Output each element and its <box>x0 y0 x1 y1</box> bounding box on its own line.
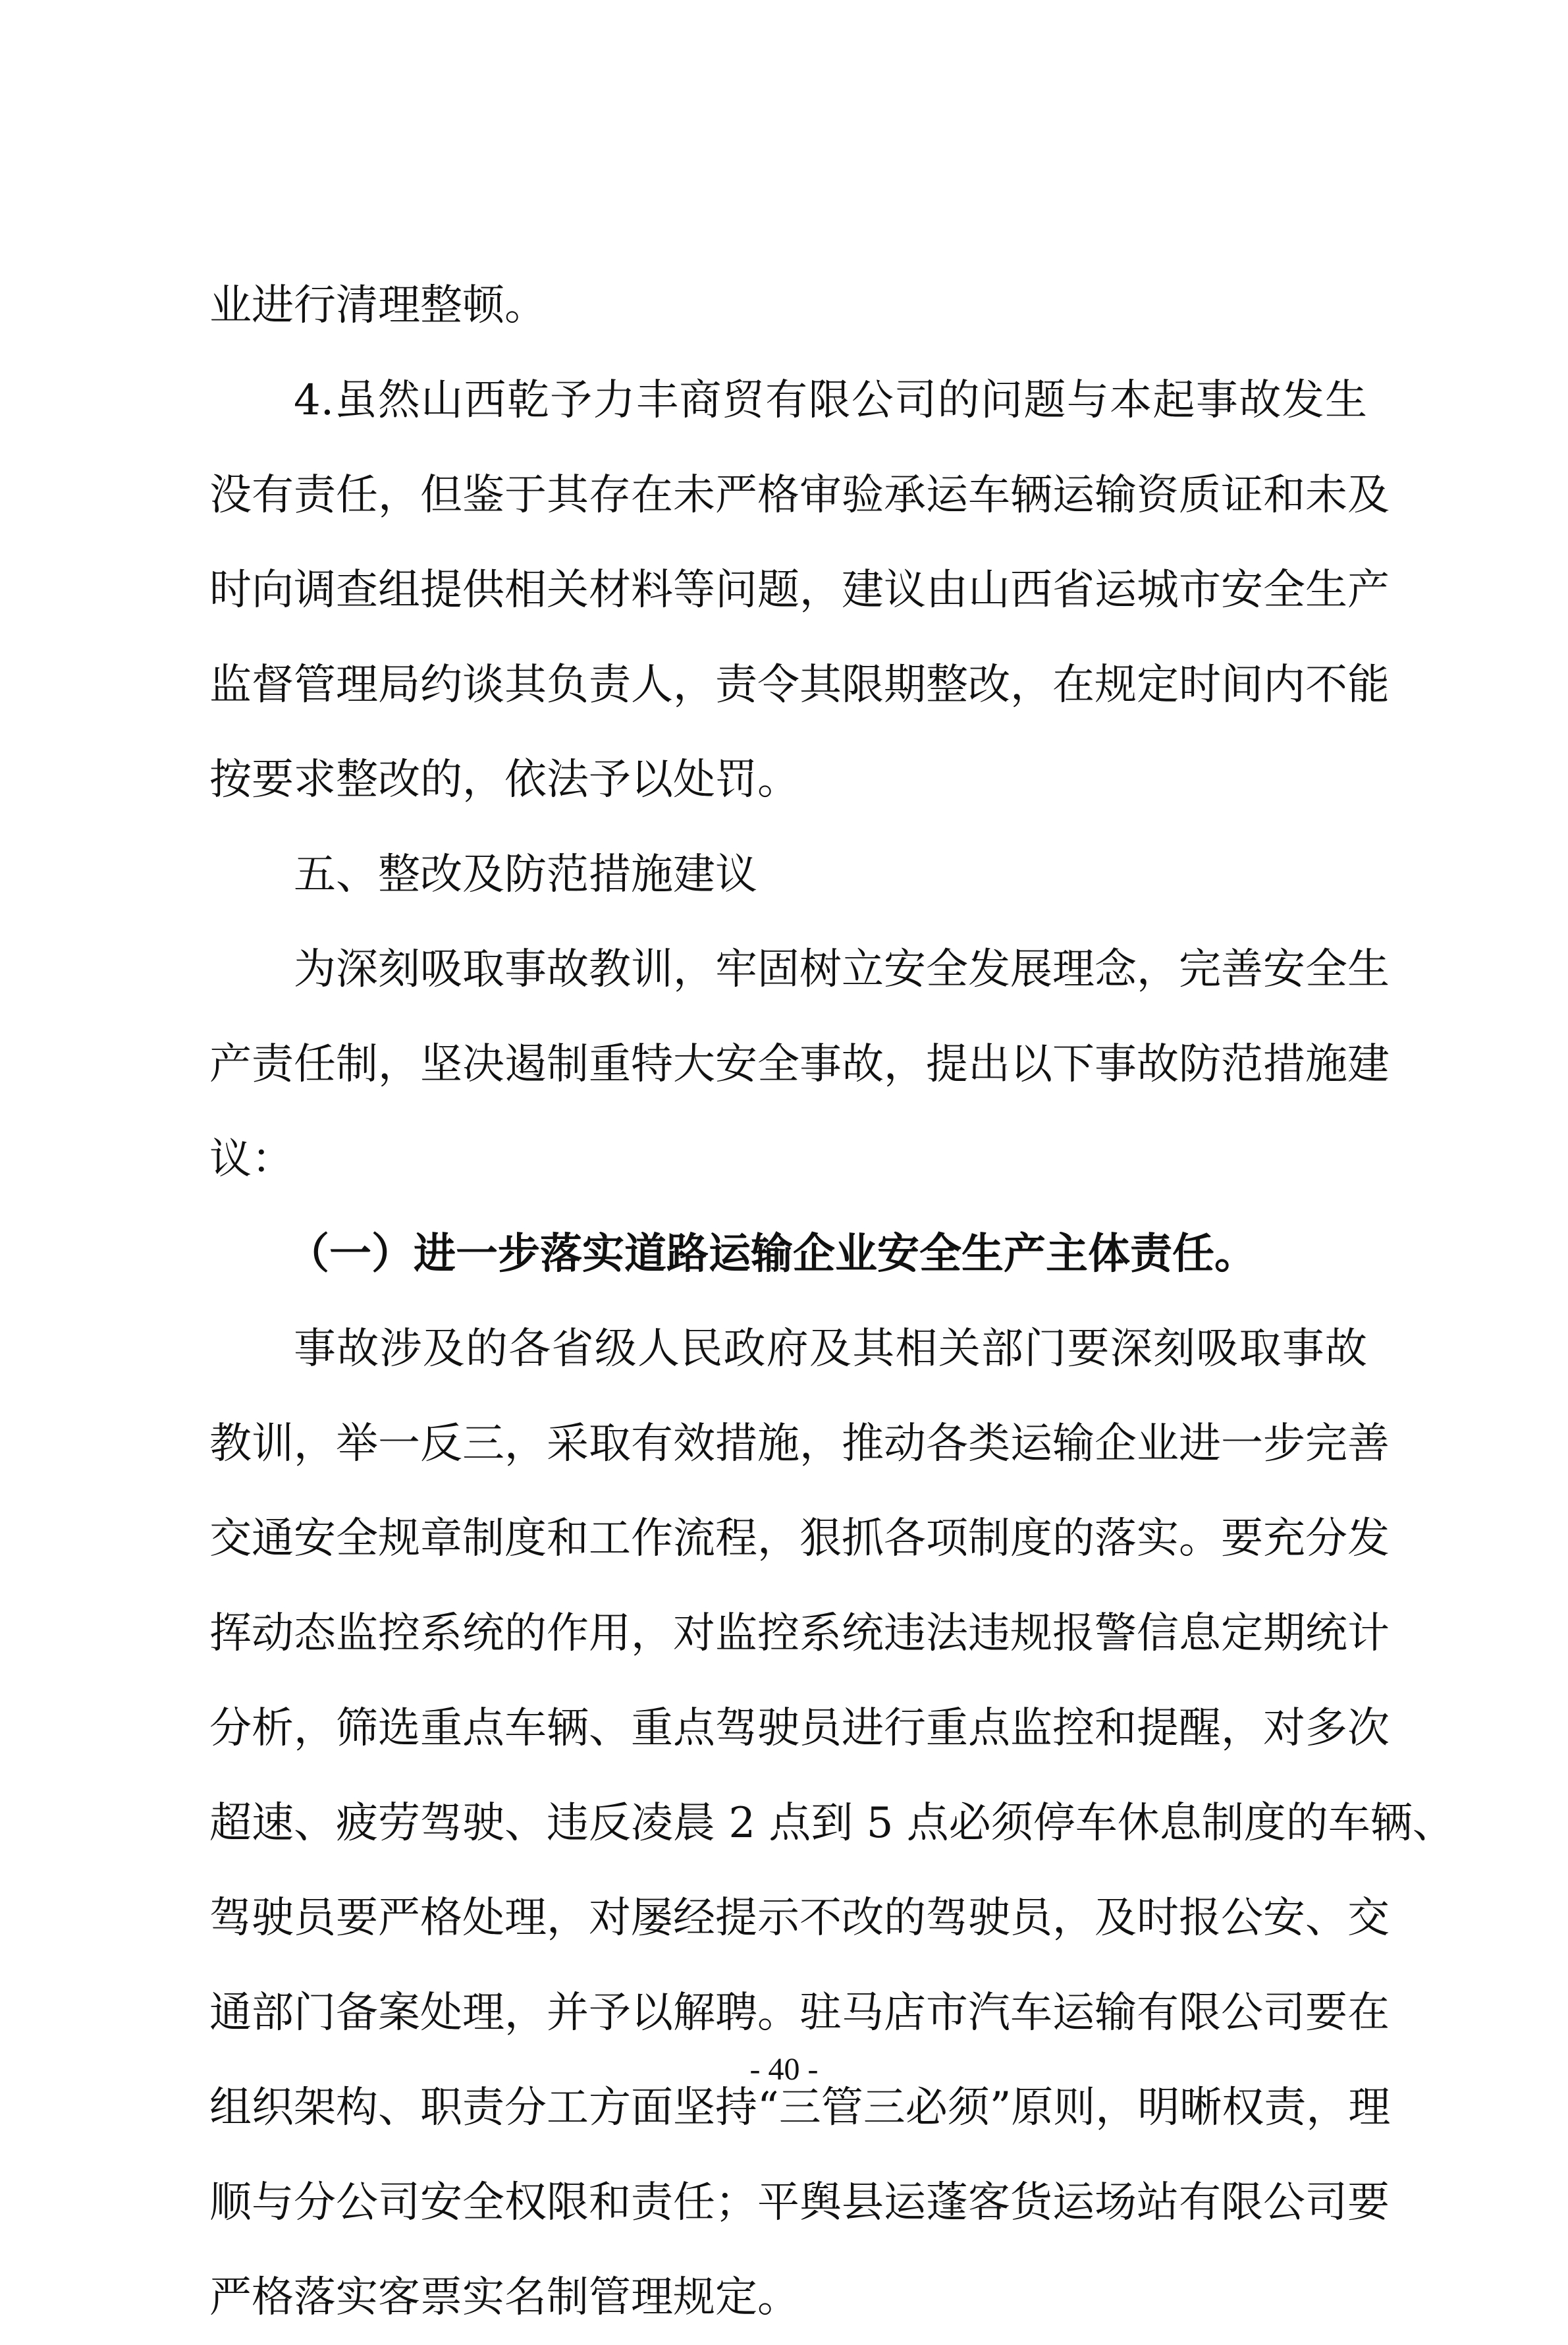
section-heading: 五、整改及防范措施建议 <box>294 850 757 899</box>
subsection-heading: （一）进一步落实道路运输企业安全生产主体责任。 <box>287 1229 1257 1279</box>
paragraph-line: 时向调查组提供相关材料等问题，建议由山西省运城市安全生产 <box>209 566 1390 615</box>
page-number: - 40 - <box>749 2052 819 2087</box>
paragraph-line: 监督管理局约谈其负责人，责令其限期整改，在规定时间内不能 <box>209 661 1390 709</box>
paragraph-line: 严格落实客票实名制管理规定。 <box>209 2273 799 2322</box>
paragraph-line: 事故涉及的各省级人民政府及其相关部门要深刻吸取事故 <box>294 1325 1367 1373</box>
paragraph-line: 分析，筛选重点车辆、重点驾驶员进行重点监控和提醒，对多次 <box>209 1704 1390 1753</box>
paragraph-line: 产责任制，坚决遏制重特大安全事故，提出以下事故防范措施建 <box>209 1040 1390 1089</box>
paragraph-line: 顺与分公司安全权限和责任；平舆县运蓬客货运场站有限公司要 <box>209 2178 1390 2227</box>
paragraph-line: 挥动态监控系统的作用，对监控系统违法违规报警信息定期统计 <box>209 1609 1390 1658</box>
paragraph-line: 议： <box>209 1135 294 1184</box>
body-text <box>209 258 1455 2345</box>
paragraph-line: 4.虽然山西乾予力丰商贸有限公司的问题与本起事故发生 <box>294 376 1367 425</box>
paragraph-line: 组织架构、职责分工方面坚持“三管三必须”原则，明晰权责，理 <box>209 2083 1391 2132</box>
paragraph-line: 交通安全规章制度和工作流程，狠抓各项制度的落实。要充分发 <box>209 1514 1390 1563</box>
paragraph-line: 通部门备案处理，并予以解聘。驻马店市汽车运输有限公司要在 <box>209 1989 1390 2037</box>
paragraph-line: 按要求整改的，依法予以处罚。 <box>209 756 799 804</box>
paragraph-line: 没有责任，但鉴于其存在未严格审验承运车辆运输资质证和未及 <box>209 471 1390 520</box>
paragraph-line: 教训，举一反三，采取有效措施，推动各类运输企业进一步完善 <box>209 1420 1390 1468</box>
paragraph-line: 业进行清理整顿。 <box>209 281 547 330</box>
paragraph-line: 驾驶员要严格处理，对屡经提示不改的驾驶员，及时报公安、交 <box>209 1894 1390 1943</box>
paragraph-line: 超速、疲劳驾驶、违反凌晨 2 点到 5 点必须停车休息制度的车辆、 <box>209 1799 1455 1848</box>
paragraph-line: 为深刻吸取事故教训，牢固树立安全发展理念，完善安全生 <box>294 945 1390 994</box>
